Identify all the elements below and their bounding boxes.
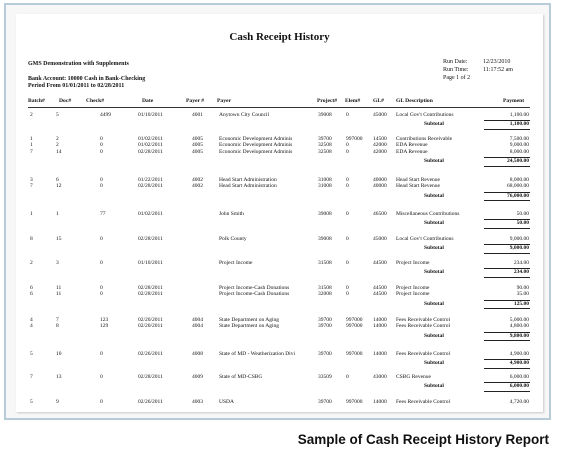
cell-project: 32508 [318, 142, 332, 149]
cell-elem: 0 [346, 183, 349, 190]
cell-gl-description: EDA Revenue [396, 142, 428, 149]
cell-payment: 4,900.00 [509, 351, 529, 357]
col-payer: Payer [217, 98, 231, 104]
cell-batch: 5 [30, 351, 33, 357]
column-headers [16, 98, 543, 107]
subtotal-amount: 6,000.00 [509, 383, 529, 390]
cell-date: 02/20/2011 [138, 323, 163, 330]
cell-date: 02/28/2011 [138, 291, 163, 298]
cell-payment: 35.00 [516, 291, 529, 298]
cell-batch: 8 [30, 236, 33, 242]
cell-check: 77 [100, 211, 106, 217]
cell-payer: Anytown City Council [219, 112, 270, 118]
run-date-value: 12/23/2010 [483, 59, 511, 65]
subtotal-amount: 1,100.00 [509, 121, 529, 128]
cell-payment: 7,500.00 [509, 136, 529, 142]
cell-batch: 5 [30, 399, 33, 405]
subtotal-underline [484, 277, 530, 278]
cell-elem: 997000 [346, 351, 363, 357]
cell-gl-description: Local Gov't Contributions [396, 236, 454, 242]
cell-payer: Economic Development Adminis [219, 142, 293, 149]
cell-date: 02/28/2011 [138, 183, 163, 190]
cell-project: 39700 [318, 323, 332, 330]
table-row [16, 374, 543, 381]
subtotal-underline [484, 340, 530, 341]
subtotal-underline [484, 200, 530, 201]
col-date: Date [142, 98, 154, 104]
cell-elem: 0 [346, 260, 349, 266]
cell-check: 0 [100, 260, 103, 266]
header-rule [28, 107, 530, 108]
cell-project: 31008 [318, 183, 332, 190]
cell-gl-description: Head Start Revenue [396, 183, 440, 190]
cell-date: 02/26/2011 [138, 351, 163, 357]
cell-doc: 7 [56, 317, 59, 323]
cell-payment: 6,000.00 [509, 374, 529, 380]
cell-payer: Polk County [219, 236, 247, 242]
report-title: Cash Receipt History [229, 31, 330, 43]
cell-payer-number: 4005 [192, 142, 203, 149]
page-number: Page 1 of 2 [443, 75, 471, 81]
cell-check: 0 [100, 136, 103, 142]
cell-payer: Head Start Administration [219, 177, 277, 183]
cell-payment: 9,000.00 [509, 236, 529, 242]
table-row [16, 211, 543, 218]
cell-project: 39700 [318, 317, 332, 323]
cell-payer: Project Income-Cash Donations [219, 291, 290, 298]
cell-gl: 14500 [373, 136, 387, 142]
cell-gl: 14000 [373, 323, 387, 330]
cell-payment: 50.00 [516, 211, 529, 217]
subtotal-row [16, 333, 543, 340]
subtotal-row [16, 220, 543, 227]
col-gl: GL# [373, 98, 384, 104]
cell-doc: 5 [56, 112, 59, 118]
cell-gl-description: Miscellaneous Contributions [396, 211, 460, 217]
cell-payment: 234.00 [513, 260, 529, 266]
cell-project: 31508 [318, 285, 332, 291]
cell-payer-number: 4002 [192, 177, 203, 183]
cell-batch: 2 [30, 260, 33, 266]
subtotal-row [16, 121, 543, 128]
cell-doc: 2 [56, 136, 59, 142]
cell-payer: John Smith [219, 211, 244, 217]
cell-check: 123 [100, 317, 109, 323]
cell-elem: 0 [346, 112, 349, 118]
cell-check: 0 [100, 291, 103, 298]
cell-payment: 8,000.00 [509, 148, 529, 155]
cell-check: 0 [100, 374, 103, 380]
cell-gl-description: Project Income [396, 260, 430, 266]
figure-caption: Sample of Cash Receipt History Report [297, 432, 549, 447]
cell-payment: 4,800.00 [509, 323, 529, 330]
cell-payer: Economic Development Adminis [219, 148, 293, 155]
col-check: Check# [86, 98, 105, 104]
col-gl-description: GL Description [396, 98, 433, 104]
cell-gl-description: Project Income [396, 291, 430, 298]
table-row [16, 183, 543, 190]
cell-payment: 68,000.00 [507, 183, 529, 190]
cell-gl-description: Head Start Revenue [396, 177, 440, 183]
cell-elem: 0 [346, 236, 349, 242]
cell-check: 0 [100, 399, 103, 405]
cell-payer-number: 4004 [192, 317, 203, 323]
run-time-value: 11:17:52 am [483, 67, 513, 73]
cell-project: 33509 [318, 374, 332, 380]
subtotal-label: Subtotal [424, 332, 444, 339]
subtotal-amount: 9,000.00 [509, 245, 529, 252]
cell-payment: 9,000.00 [509, 142, 529, 149]
cell-payer: State Department on Aging [219, 317, 280, 323]
cell-gl: 14000 [373, 399, 387, 405]
subtotal-row [16, 193, 543, 200]
cell-doc: 10 [56, 351, 62, 357]
cell-elem: 0 [346, 148, 349, 155]
cell-elem: 0 [346, 177, 349, 183]
cell-doc: 3 [56, 260, 59, 266]
cell-payer: Project Income [219, 260, 253, 266]
cell-date: 02/28/2011 [138, 285, 163, 291]
cell-gl-description: Fees Receivable Control [396, 399, 451, 405]
table-row [16, 149, 543, 156]
company-name: GMS Demonstration with Supplements [28, 61, 129, 67]
cell-payer-number: 4001 [192, 112, 203, 118]
cell-payment: 5,000.00 [509, 317, 529, 323]
subtotal-amount: 234.00 [513, 269, 529, 276]
cell-batch: 7 [30, 374, 33, 380]
subtotal-label: Subtotal [424, 360, 444, 367]
cell-elem: 0 [346, 291, 349, 298]
cell-project: 39008 [318, 236, 332, 242]
cell-date: 01/02/2011 [138, 211, 163, 217]
subtotal-label: Subtotal [424, 269, 444, 276]
cell-elem: 997000 [346, 317, 363, 323]
cell-project: 39700 [318, 399, 332, 405]
cell-project: 39008 [318, 211, 332, 217]
cell-project: 31008 [318, 177, 332, 183]
run-date-label: Run Date: [443, 59, 468, 65]
subtotal-row [16, 245, 543, 252]
cell-payer: USDA [219, 399, 234, 405]
cell-gl: 40000 [373, 183, 387, 190]
cell-payer-number: 4005 [192, 136, 203, 142]
cell-payer: Head Start Administration [219, 183, 277, 190]
report-frame [4, 3, 551, 420]
cell-elem: 997000 [346, 399, 363, 405]
cell-batch: 1 [30, 142, 33, 149]
subtotal-amount: 76,000.00 [507, 192, 529, 199]
cell-check: 4499 [100, 112, 111, 118]
cell-payer: Project Income-Cash Donations [219, 285, 290, 291]
report-page [16, 14, 543, 412]
cell-gl: 46500 [373, 211, 387, 217]
cell-batch: 4 [30, 317, 33, 323]
cell-check: 0 [100, 236, 103, 242]
cell-doc: 14 [56, 148, 62, 155]
cell-date: 02/28/2011 [138, 236, 163, 242]
col-doc: Doc# [59, 98, 72, 104]
bank-account: Bank Account: 10000 Cash in Bank-Checking [28, 76, 146, 82]
cell-gl-description: Fees Receivable Control [396, 323, 451, 330]
cell-gl: 43000 [373, 374, 387, 380]
cell-project: 39700 [318, 136, 332, 142]
cell-payer-number: 4009 [192, 374, 203, 380]
cell-payer: State of MD-CSBG [219, 374, 263, 380]
cell-payment: 4,720.00 [509, 399, 529, 405]
col-batch: Batch# [28, 98, 45, 104]
cell-batch: 1 [30, 211, 33, 217]
cell-doc: 15 [56, 236, 62, 242]
cell-elem: 0 [346, 211, 349, 217]
table-row [16, 323, 543, 330]
cell-gl-description: Fees Receivable Control [396, 317, 451, 323]
cell-gl: 44500 [373, 285, 387, 291]
cell-project: 32008 [318, 291, 332, 298]
cell-gl-description: EDA Revenue [396, 148, 428, 155]
subtotal-label: Subtotal [424, 192, 444, 199]
cell-batch: 6 [30, 285, 33, 291]
subtotal-label: Subtotal [424, 383, 444, 390]
cell-elem: 997000 [346, 136, 363, 142]
cell-elem: 0 [346, 142, 349, 149]
subtotal-row [16, 360, 543, 367]
cell-gl: 14000 [373, 317, 387, 323]
cell-payment: 8,000.00 [509, 177, 529, 183]
cell-payment: 90.00 [516, 285, 529, 291]
subtotal-label: Subtotal [424, 158, 444, 165]
cell-batch: 4 [30, 323, 33, 330]
run-time-label: Run Time: [443, 67, 469, 73]
cell-date: 01/22/2011 [138, 177, 163, 183]
cell-date: 02/26/2011 [138, 399, 163, 405]
cell-payer-number: 4003 [192, 399, 203, 405]
table-row [16, 399, 543, 406]
subtotal-underline [484, 129, 530, 130]
table-row [16, 236, 543, 243]
cell-project: 32508 [318, 148, 332, 155]
subtotal-row [16, 158, 543, 165]
subtotal-row [16, 383, 543, 390]
subtotal-label: Subtotal [424, 220, 444, 227]
cell-gl: 40000 [373, 177, 387, 183]
cell-doc: 6 [56, 177, 59, 183]
cell-date: 01/02/2011 [138, 136, 163, 142]
subtotal-amount: 9,800.00 [509, 332, 529, 339]
cell-payer-number: 4008 [192, 351, 203, 357]
table-row [16, 260, 543, 267]
col-project: Project# [317, 98, 338, 104]
subtotal-amount: 125.00 [513, 300, 529, 307]
cell-gl: 42000 [373, 142, 387, 149]
subtotal-underline [484, 368, 530, 369]
subtotal-amount: 4,900.00 [509, 360, 529, 367]
cell-batch: 1 [30, 136, 33, 142]
col-payer-number: Payer # [186, 98, 205, 104]
cell-check: 0 [100, 142, 103, 149]
subtotal-amount: 50.00 [516, 220, 529, 227]
cell-payer-number: 4004 [192, 323, 203, 330]
cell-project: 31508 [318, 260, 332, 266]
cell-payer-number: 4005 [192, 148, 203, 155]
cell-date: 02/28/2011 [138, 374, 163, 380]
cell-batch: 6 [30, 291, 33, 298]
cell-batch: 7 [30, 183, 33, 190]
cell-check: 0 [100, 285, 103, 291]
table-row [16, 112, 543, 119]
col-payment: Payment [503, 98, 525, 104]
subtotal-label: Subtotal [424, 245, 444, 252]
cell-gl: 45000 [373, 236, 387, 242]
cell-doc: 8 [56, 323, 59, 330]
cell-gl: 44500 [373, 260, 387, 266]
cell-gl-description: CSBG Revenue [396, 374, 431, 380]
cell-elem: 0 [346, 374, 349, 380]
cell-payer: Economic Development Adminis [219, 136, 293, 142]
cell-gl: 42000 [373, 148, 387, 155]
cell-payer: State Department on Aging [219, 323, 280, 330]
cell-elem: 0 [346, 285, 349, 291]
cell-date: 01/02/2011 [138, 142, 163, 149]
cell-batch: 7 [30, 148, 33, 155]
subtotal-row [16, 269, 543, 276]
cell-doc: 11 [56, 291, 62, 298]
cell-gl-description: Local Gov't Contributions [396, 112, 454, 118]
cell-date: 01/10/2011 [138, 260, 163, 266]
cell-payment: 1,100.00 [509, 112, 529, 118]
cell-gl: 44500 [373, 291, 387, 298]
cell-batch: 2 [30, 112, 33, 118]
table-row [16, 351, 543, 358]
cell-gl: 14000 [373, 351, 387, 357]
subtotal-underline [484, 228, 530, 229]
cell-payer: State of MD - Weatherization Divi [219, 351, 295, 357]
cell-doc: 1 [56, 211, 59, 217]
cell-gl-description: Fees Receivable Control [396, 351, 451, 357]
cell-gl: 45000 [373, 112, 387, 118]
cell-payer-number: 4002 [192, 183, 203, 190]
period-range: Period From 01/01/2011 to 02/28/2011 [28, 83, 125, 89]
cell-check: 129 [100, 323, 109, 330]
cell-doc: 2 [56, 142, 59, 149]
cell-date: 01/10/2011 [138, 112, 163, 118]
subtotal-underline [484, 166, 530, 167]
subtotal-label: Subtotal [424, 121, 444, 128]
cell-project: 39700 [318, 351, 332, 357]
cell-doc: 11 [56, 285, 62, 291]
cell-doc: 12 [56, 183, 62, 190]
cell-check: 0 [100, 148, 103, 155]
cell-project: 39008 [318, 112, 332, 118]
cell-check: 0 [100, 177, 103, 183]
cell-gl-description: Contributions Receivable [396, 136, 453, 142]
cell-elem: 997000 [346, 323, 363, 330]
subtotal-label: Subtotal [424, 300, 444, 307]
col-elem: Elem# [345, 98, 361, 104]
cell-gl-description: Project Income [396, 285, 430, 291]
subtotal-underline [484, 308, 530, 309]
cell-batch: 3 [30, 177, 33, 183]
cell-check: 0 [100, 183, 103, 190]
cell-date: 02/28/2011 [138, 148, 163, 155]
cell-doc: 13 [56, 374, 62, 380]
cell-doc: 9 [56, 399, 59, 405]
cell-check: 0 [100, 351, 103, 357]
subtotal-underline [484, 253, 530, 254]
subtotal-underline [484, 391, 530, 392]
table-row [16, 291, 543, 298]
cell-date: 02/20/2011 [138, 317, 163, 323]
subtotal-row [16, 301, 543, 308]
subtotal-amount: 24,500.00 [507, 158, 529, 165]
